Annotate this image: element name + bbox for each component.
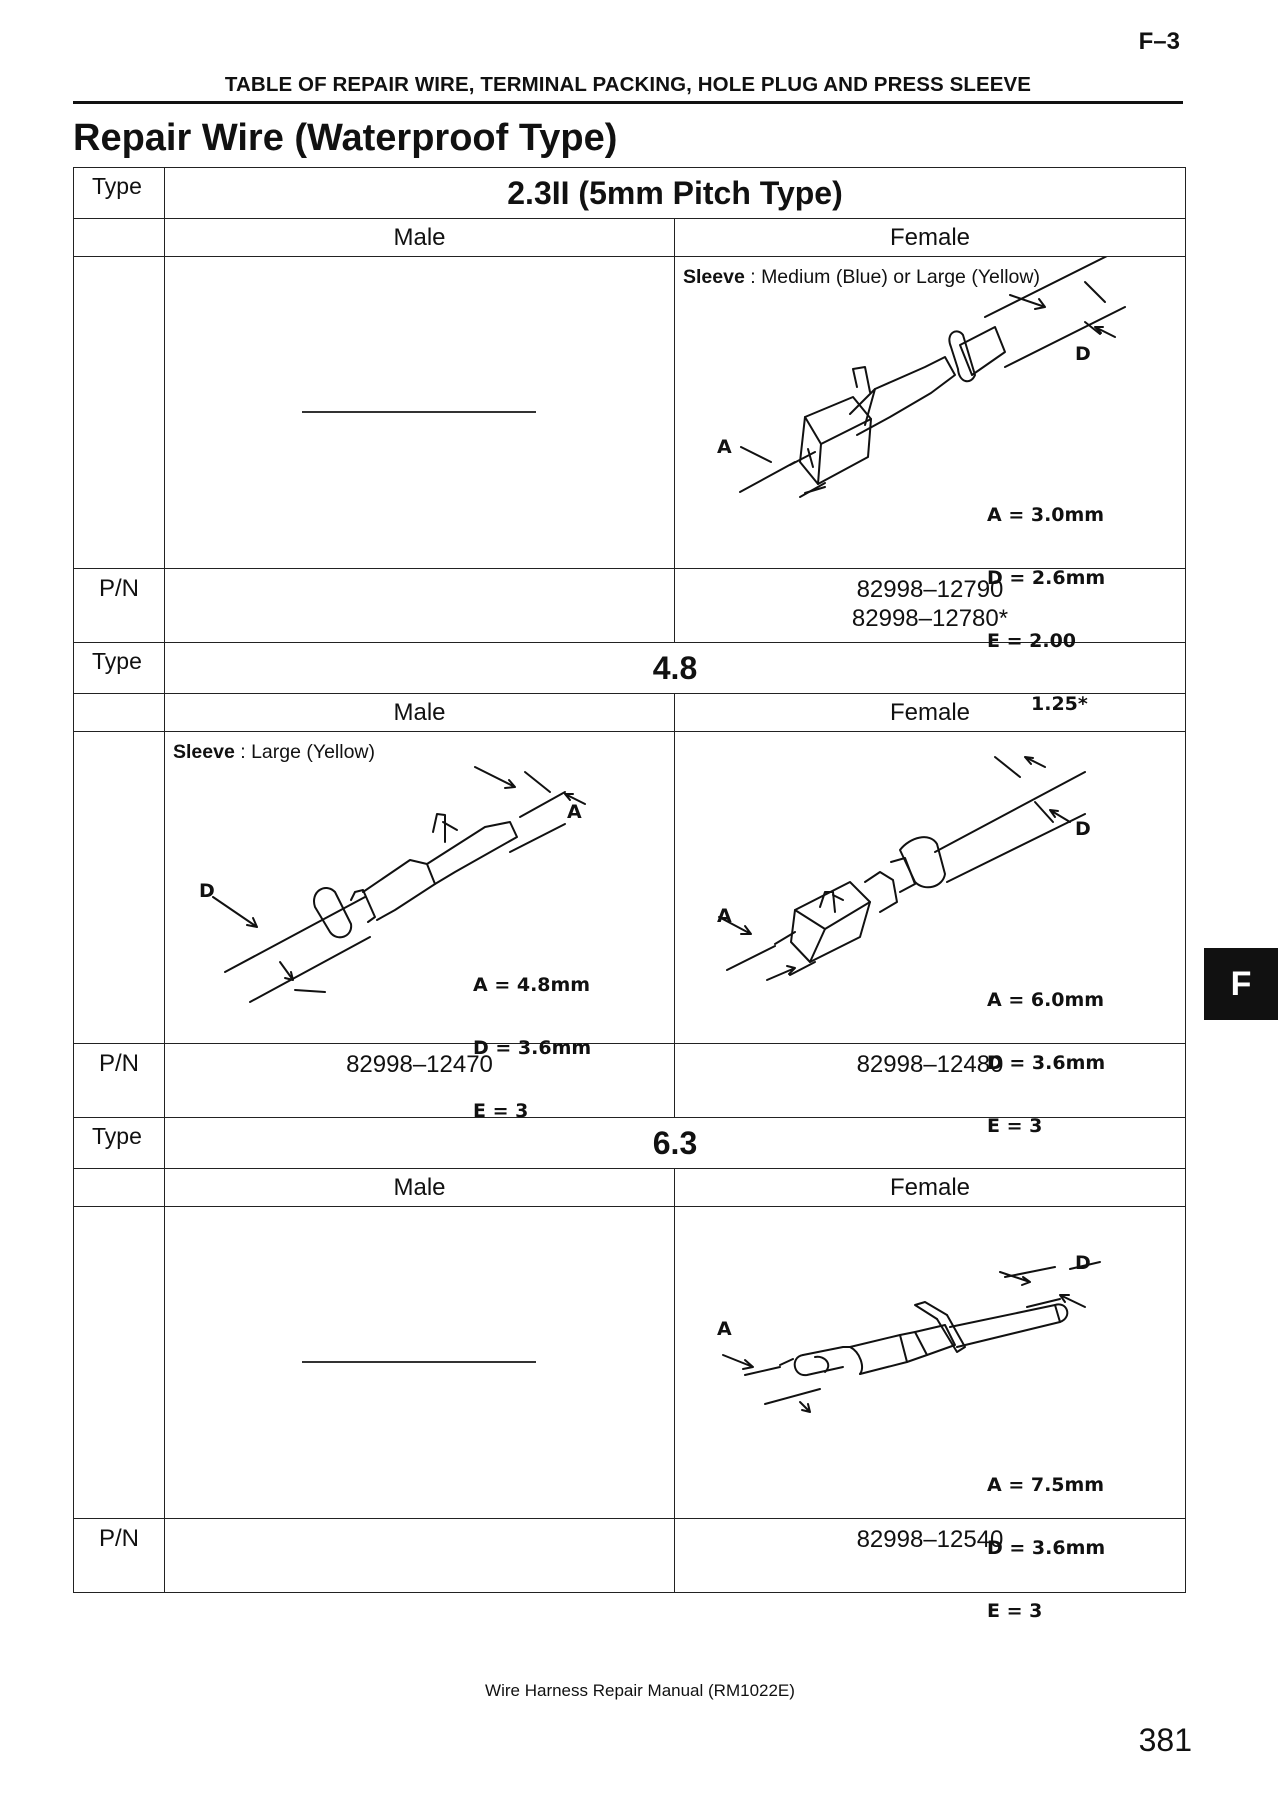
not-available-dash [302, 411, 536, 413]
male-part-number [165, 1044, 675, 1118]
type-name: 6.3 [165, 1118, 1186, 1169]
blank-cell [74, 219, 165, 257]
part-number-line: 82998–12540 [856, 1526, 1004, 1553]
type-name: 4.8 [165, 643, 1186, 694]
dim-e: E = 2.00 [987, 630, 1077, 652]
type-label: Type [74, 643, 165, 694]
female-part-number [675, 1519, 1186, 1593]
pn-label: P/N [74, 569, 165, 643]
blank-cell [74, 257, 165, 569]
female-header: Female [675, 219, 1186, 257]
label-a: A [717, 436, 732, 458]
pn-label: P/N [74, 1519, 165, 1593]
figure-row [74, 1207, 1186, 1519]
header-rule [73, 101, 1183, 104]
figure-row [74, 732, 1186, 1044]
dim-e: E = 3 [473, 1100, 529, 1122]
dim-d: D = 3.6mm [473, 1037, 592, 1059]
running-title: TABLE OF REPAIR WIRE, TERMINAL PACKING, HOLE PLUG AND PRESS SLEEVE [224, 73, 1032, 96]
sleeve-text: : Medium (Blue) or Large (Yellow) [744, 266, 1040, 288]
type-label: Type [74, 168, 165, 219]
dim-d: D = 3.6mm [987, 1052, 1106, 1074]
dimension-list [987, 1433, 1105, 1664]
type-label: Type [74, 1118, 165, 1169]
not-available-dash [302, 1361, 536, 1363]
dim-d: D = 2.6mm [987, 567, 1106, 589]
blank-cell [74, 694, 165, 732]
part-number-line: 82998–12470 [346, 1051, 493, 1078]
female-part-number [675, 569, 1186, 643]
dim-a: A = 3.0mm [987, 504, 1105, 526]
sleeve-label: Sleeve [683, 266, 745, 288]
sleeve-text: : Large (Yellow) [234, 741, 375, 763]
dimension-list [987, 948, 1105, 1179]
label-d: D [1075, 343, 1091, 365]
section-tab: F [1204, 948, 1278, 1020]
repair-wire-table [73, 167, 1186, 1622]
male-terminal-diagram [165, 732, 675, 1044]
gender-row [74, 219, 1186, 257]
male-header: Male [165, 219, 675, 257]
type-row [74, 168, 1186, 219]
male-figure-cell [165, 257, 675, 569]
part-number-line: 82998–12790 [856, 576, 1004, 603]
male-header: Male [165, 1169, 675, 1207]
blank-cell [74, 1169, 165, 1207]
female-terminal-diagram [675, 732, 1186, 1044]
female-terminal-diagram [675, 257, 1186, 569]
male-header: Male [165, 694, 675, 732]
label-d: D [199, 880, 215, 902]
page-title: Repair Wire (Waterproof Type) [73, 117, 618, 159]
page-number: 381 [1138, 1722, 1192, 1758]
part-number-line: 82998–12480 [856, 1051, 1004, 1078]
blank-cell [74, 732, 165, 1044]
label-d: D [1075, 818, 1091, 840]
female-terminal-diagram [675, 1207, 1186, 1519]
dimension-list [473, 933, 591, 1164]
male-part-number [165, 569, 675, 643]
sleeve-label: Sleeve [173, 741, 235, 763]
male-part-number [165, 1519, 675, 1593]
dim-e: E = 3 [987, 1115, 1043, 1137]
female-header: Female [675, 1169, 1186, 1207]
label-a: A [567, 801, 582, 823]
blank-cell [74, 1207, 165, 1519]
type-name: 2.3II (5mm Pitch Type) [165, 168, 1186, 219]
label-d: D [1075, 1252, 1091, 1274]
dim-a: A = 4.8mm [473, 974, 591, 996]
label-a: A [717, 905, 732, 927]
pn-label: P/N [74, 1044, 165, 1118]
figure-row [74, 257, 1186, 569]
dim-e: E = 3 [987, 1600, 1043, 1622]
dim-e-alt: 1.25* [1031, 693, 1088, 715]
footer: Wire Harness Repair Manual (RM1022E) [485, 1681, 795, 1700]
dim-a: A = 6.0mm [987, 989, 1105, 1011]
page-code: F–3 [1138, 28, 1180, 55]
label-a: A [717, 1318, 732, 1340]
part-number-line: 82998–12780* [851, 605, 1009, 632]
dim-d: D = 3.6mm [987, 1537, 1106, 1559]
female-header: Female [675, 694, 1186, 732]
female-part-number [675, 1044, 1186, 1118]
dimension-list [987, 463, 1105, 757]
male-figure-cell [165, 1207, 675, 1519]
dim-a: A = 7.5mm [987, 1474, 1105, 1496]
